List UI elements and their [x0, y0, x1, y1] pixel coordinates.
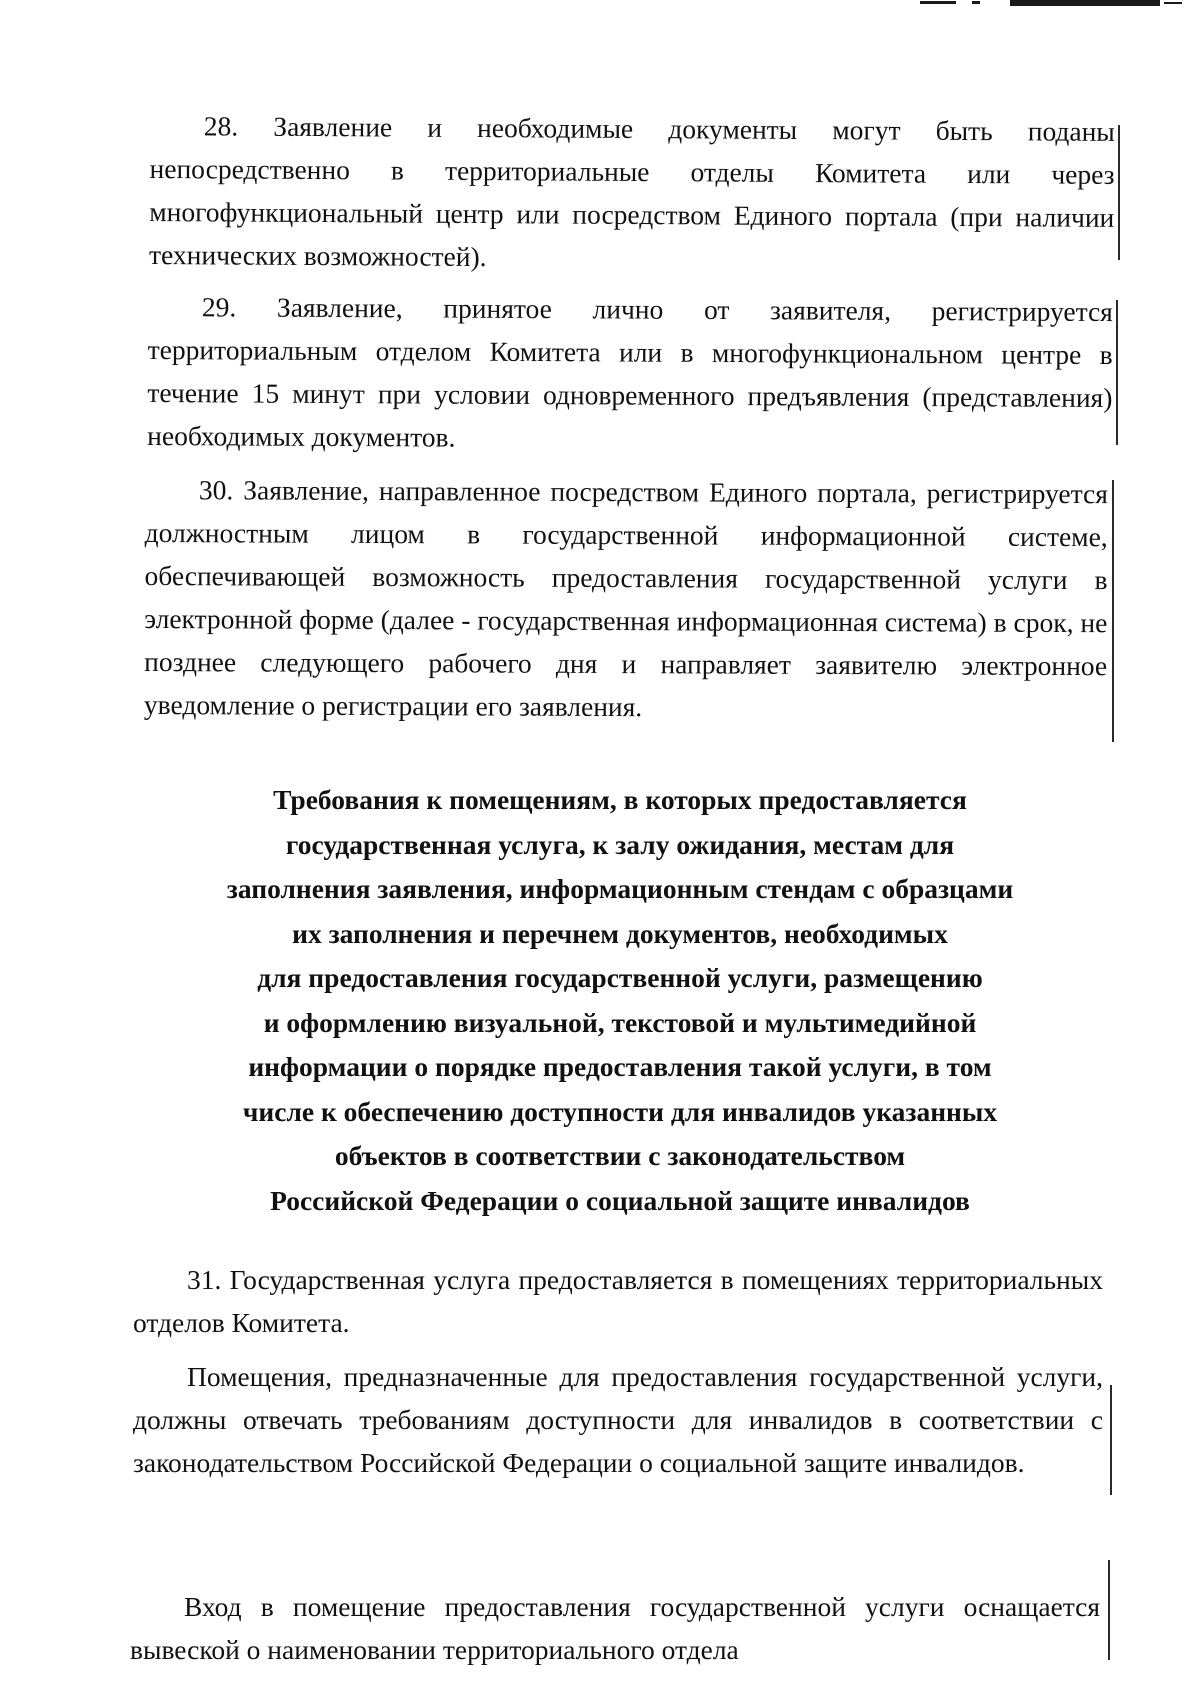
paragraph-30 — [144, 468, 1108, 730]
scan-edge-line — [1112, 480, 1114, 742]
scan-artifact — [920, 1, 956, 4]
paragraph-text: 29. Заявление, принятое лично от заявителя, регистрируется территориальным отделом Комитета или в многофункциональном центре в течение 15 минут при условии одновременного предъявления (представления) необходимых документов. — [147, 291, 1113, 453]
paragraph-text: Помещения, предназначенные для предоставления государственной услуги, должны отвечать требованиям доступности для инвалидов в соответствии с законодательством Российской Федерации о социальной защите инвалидов. — [133, 1361, 1103, 1478]
scan-artifact — [1164, 2, 1182, 4]
heading-line: информации о порядке предоставления такой услуги, в том — [248, 1051, 992, 1082]
heading-line: для предоставления государственной услуги, размещению — [257, 962, 983, 993]
paragraph-text: 31. Государственная услуга предоставляется в помещениях территориальных отделов Комитета. — [133, 1264, 1103, 1338]
scan-artifact — [972, 1, 980, 4]
heading-line: Российской Федерации о социальной защите инвалидов — [270, 1184, 970, 1216]
paragraph-29 — [147, 285, 1113, 462]
heading-line: объектов в соответствии с законодательством — [334, 1140, 906, 1171]
heading-line: и оформлению визуальной, текстовой и мультимедийной — [263, 1006, 977, 1038]
heading-line: их заполнения и перечнем документов, необходимых — [292, 917, 948, 949]
paragraph-31 — [133, 1258, 1103, 1344]
paragraph-text: 28. Заявление и необходимые документы могут быть поданы непосредственно в территориальные отделы Комитета или через многофункциональный центр или посредством Единого портала (при наличии технических возможностей). — [148, 110, 1115, 273]
paragraph-31-entrance — [130, 1585, 1100, 1671]
paragraph-text: 30. Заявление, направленное посредством Единого портала, регистрируется должностным лицом в государственной информационной системе, обеспечивающей возможность предоставления государственной услуги в электронной форме (далее - государственная информационная система) в срок, не позднее следующего рабочего дня и направляет заявителю электронное уведомление о регистрации его заявления. — [143, 474, 1108, 723]
scan-edge-line — [1118, 125, 1120, 260]
heading-line: Требования к помещениям, в которых предоставляется — [273, 784, 967, 815]
paragraph-28 — [149, 104, 1115, 282]
paragraph-text: Вход в помещение предоставления государственной услуги оснащается вывеской о наименовании территориального отдела — [130, 1591, 1100, 1665]
paragraph-31-accessibility — [133, 1355, 1103, 1484]
scan-edge-line — [1116, 300, 1118, 445]
heading-line: числе к обеспечению доступности для инвалидов указанных — [242, 1095, 998, 1127]
section-heading — [170, 778, 1070, 1223]
scan-edge-line — [1108, 1560, 1110, 1660]
heading-line: заполнения заявления, информационным стендам с образцами — [226, 873, 1014, 904]
scan-artifact — [1010, 0, 1160, 6]
heading-line: государственная услуга, к залу ожидания, местам для — [285, 828, 955, 860]
scan-edge-line — [1110, 1385, 1112, 1495]
